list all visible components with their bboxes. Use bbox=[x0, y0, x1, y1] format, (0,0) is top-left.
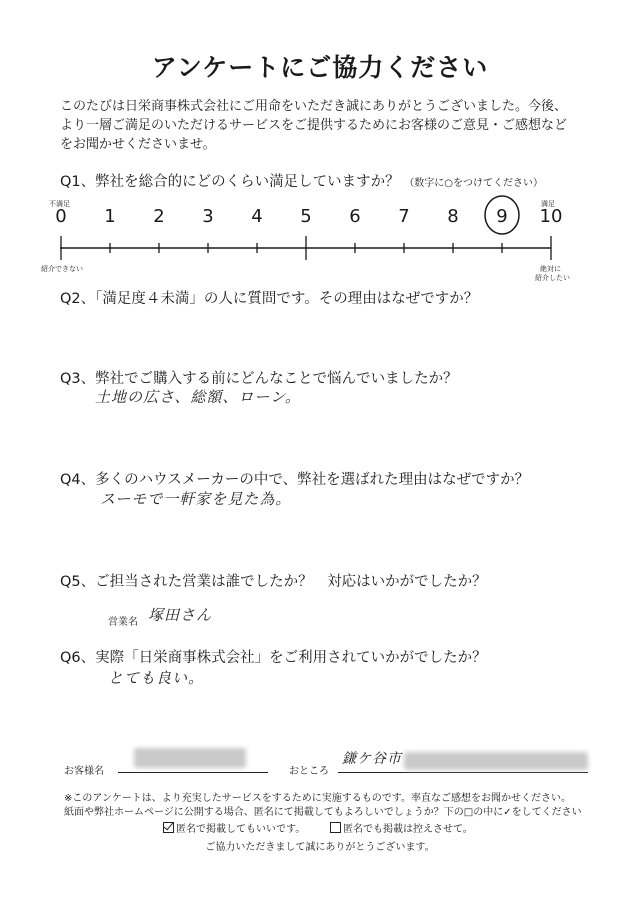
scale-left-top-label: 不満足 bbox=[49, 200, 70, 208]
scale-number-10[interactable]: 10 bbox=[539, 206, 563, 227]
address-label: おところ bbox=[289, 766, 329, 777]
publish-option-decline[interactable] bbox=[330, 820, 473, 835]
question-2-text: Q2、「満足度４未満」の人に質問です。その理由はなぜですか？ bbox=[60, 291, 479, 307]
scale-number-6[interactable]: 6 bbox=[349, 206, 361, 227]
customer-name-field[interactable] bbox=[118, 772, 268, 773]
address-field[interactable] bbox=[338, 772, 588, 773]
question-3-answer[interactable]: 土地の広さ、総額、ローン。 bbox=[95, 388, 301, 406]
question-5-text: Q5、ご担当された営業は誰でしたか？ 対応はいかがでしたか？ bbox=[60, 574, 487, 590]
option-1-label: 匿名で掲載してもいいです。 bbox=[176, 824, 306, 835]
scale-number-4[interactable]: 4 bbox=[251, 206, 263, 227]
scale-number-8[interactable]: 8 bbox=[447, 206, 459, 227]
scale-number-1[interactable]: 1 bbox=[104, 206, 116, 227]
scale-axis bbox=[0, 0, 640, 300]
question-4-answer[interactable]: スーモで一軒家を見た為。 bbox=[100, 490, 292, 508]
question-1-text: Q1、弊社を総合的にどのくらい満足していますか？ bbox=[60, 174, 400, 190]
checkbox-anonymous-ok[interactable] bbox=[163, 822, 174, 833]
sales-name-label: 営業名 bbox=[108, 617, 138, 628]
question-3-text: Q3、弊社でご購入する前にどんなことで悩んでいましたか？ bbox=[60, 371, 458, 387]
scale-number-7[interactable]: 7 bbox=[398, 206, 410, 227]
intro-line-1: このたびは日栄商事株式会社にご用命をいただき誠にありがとうございました。今後、 bbox=[60, 99, 568, 114]
intro-line-3: をお聞かせくださいませ。 bbox=[60, 137, 216, 152]
checkbox-decline[interactable] bbox=[330, 822, 341, 833]
customer-name-redacted bbox=[134, 748, 246, 768]
address-value: 鎌ケ谷市 bbox=[342, 751, 402, 767]
scale-number-9[interactable]: 9 bbox=[496, 206, 508, 227]
scale-number-2[interactable]: 2 bbox=[153, 206, 165, 227]
scale-right-top-label: 満足 bbox=[541, 200, 555, 208]
publish-option-anonymous-ok[interactable] bbox=[163, 820, 305, 835]
intro-line-2: より一層ご満足のいただけるサービスをご提供するためにお客様のご意見・ご感想など bbox=[60, 118, 568, 133]
question-6-answer[interactable]: とても良い。 bbox=[108, 669, 205, 687]
scale-right-bottom-label-1: 絶対に bbox=[540, 265, 561, 273]
scale-number-3[interactable]: 3 bbox=[202, 206, 214, 227]
question-1-note: （数字に○をつけてください） bbox=[404, 178, 543, 189]
thanks-text: ご協力いただきまして誠にありがとうございます。 bbox=[205, 842, 435, 853]
scale-number-0[interactable]: 0 bbox=[55, 206, 67, 227]
footer-note-2: 紙面や弊社ホームページに公開する場合、匿名にて掲載してもよろしいでしょうか？下の□の中に✓をしてください bbox=[64, 807, 582, 818]
footer-note-1: ※このアンケートは、より充実したサービスをするために実施するものです。率直なご感想をお聞かせください。 bbox=[64, 793, 571, 804]
option-2-label: 匿名でも掲載は控えさせて。 bbox=[343, 824, 473, 835]
sales-name-value[interactable]: 塚田さん bbox=[148, 606, 213, 624]
customer-name-label: お客様名 bbox=[64, 766, 104, 777]
question-4-text: Q4、多くのハウスメーカーの中で、弊社を選ばれた理由はなぜですか？ bbox=[60, 472, 530, 488]
selected-circle bbox=[485, 196, 519, 234]
scale-left-bottom-label: 紹介できない bbox=[41, 265, 83, 273]
scale-right-bottom-label-2: 紹介したい bbox=[535, 274, 570, 282]
question-6-text: Q6、実際「日栄商事株式会社」をご利用されていかがでしたか？ bbox=[60, 650, 487, 666]
address-redacted bbox=[404, 752, 588, 770]
scale-number-5[interactable]: 5 bbox=[300, 206, 312, 227]
page-title: アンケートにご協力ください bbox=[151, 53, 489, 82]
